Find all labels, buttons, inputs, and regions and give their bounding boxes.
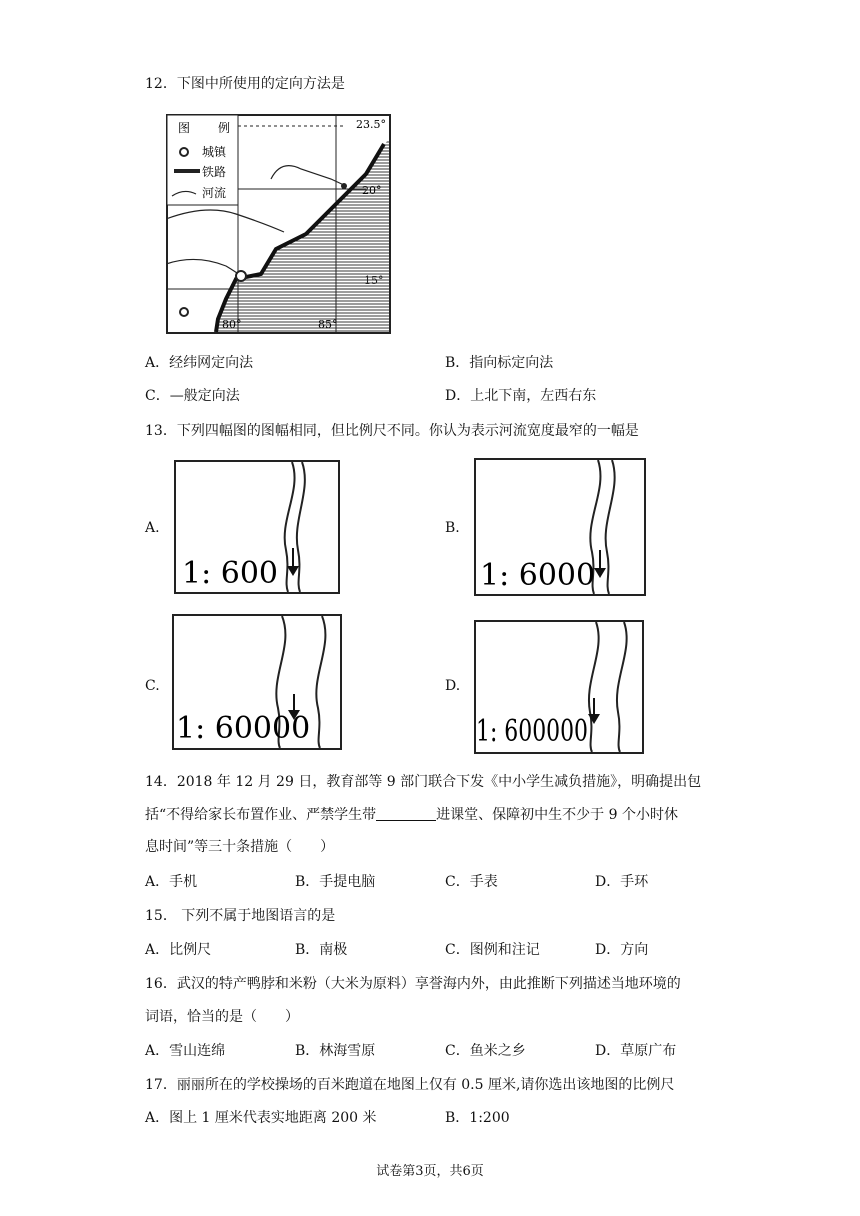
answer-blank[interactable]: [376, 806, 436, 821]
q13-map-c[interactable]: [172, 614, 342, 750]
q13-map-d[interactable]: [474, 620, 644, 754]
q15-stem: 15． 下列不属于地图语言的是: [145, 908, 336, 924]
q13-option-c-label[interactable]: C.: [145, 678, 160, 694]
scale-label-c: 1: 60000: [176, 711, 311, 746]
q16-option-b[interactable]: B．林海雪原: [295, 1043, 376, 1059]
q14-line2-post: 进课堂、保障初中生不少于 9 个小时休: [436, 807, 678, 823]
q13-option-a-label[interactable]: A.: [145, 520, 160, 536]
lon-label-80: 80°: [222, 318, 242, 331]
scale-label-b: 1: 6000: [480, 558, 596, 593]
q14-line3: 息时间”等三十条措施（ ）: [145, 839, 335, 855]
legend-title-left: 图: [178, 121, 191, 135]
q15-option-b[interactable]: B．南极: [295, 942, 348, 958]
q16-option-a[interactable]: A．雪山连绵: [145, 1043, 226, 1059]
q14-option-c[interactable]: C．手表: [445, 874, 498, 890]
q14-option-b[interactable]: B．手提电脑: [295, 874, 376, 890]
town-marker: [236, 271, 246, 281]
q12-map-figure: [166, 114, 392, 336]
q14-line2-pre: 括“不得给家长布置作业、严禁学生带: [145, 807, 377, 823]
scale-label-d: 1: 600000: [476, 714, 588, 749]
legend-railway: 铁路: [202, 165, 227, 179]
q16-option-c[interactable]: C．鱼米之乡: [445, 1043, 526, 1059]
town-marker: [341, 183, 347, 189]
q13-option-d-label[interactable]: D.: [445, 678, 461, 694]
lat-label-20: 20°: [362, 184, 382, 197]
lat-label-15: 15°: [364, 274, 384, 287]
q12-option-d[interactable]: D．上北下南，左西右东: [445, 388, 597, 404]
q17-option-b[interactable]: B．1:200: [445, 1110, 510, 1126]
q17-option-a[interactable]: A．图上 1 厘米代表实地距离 200 米: [145, 1110, 377, 1126]
legend-title-right: 例: [218, 121, 231, 135]
q14-option-a[interactable]: A．手机: [145, 874, 198, 890]
q12-option-c[interactable]: C．—般定向法: [145, 388, 240, 404]
legend-town: 城镇: [202, 145, 227, 159]
q13-option-b-label[interactable]: B.: [445, 520, 460, 536]
q13-stem: 13．下列四幅图的图幅相同，但比例尺不同。你认为表示河流宽度最窄的一幅是: [145, 423, 639, 439]
lon-label-85: 85°: [318, 318, 338, 331]
q15-option-d[interactable]: D．方向: [595, 942, 649, 958]
page-footer: 试卷第3页，共6页: [376, 1164, 484, 1179]
q13-map-a[interactable]: [174, 460, 340, 594]
lat-label-23: 23.5°: [356, 118, 386, 131]
q12-option-b[interactable]: B．指向标定向法: [445, 355, 554, 371]
railway-icon: [174, 169, 200, 173]
q16-line1: 16．武汉的特产鸭脖和米粉（大米为原料）享誉海内外，由此推断下列描述当地环境的: [145, 976, 681, 992]
q14-line1: 14．2018 年 12 月 29 日，教育部等 9 部门联合下发《中小学生减负措施》，明确提出包: [145, 774, 702, 790]
q12-option-a[interactable]: A．经纬网定向法: [145, 355, 254, 371]
q16-option-d[interactable]: D．草原广布: [595, 1043, 677, 1059]
legend-river: 河流: [202, 186, 227, 200]
q14-option-d[interactable]: D．手环: [595, 874, 649, 890]
q17-stem: 17．丽丽所在的学校操场的百米跑道在地图上仅有 0.5 厘米,请你选出该地图的比例尺: [145, 1077, 675, 1093]
q13-map-b[interactable]: [474, 458, 646, 596]
q16-line2: 词语，恰当的是（ ）: [145, 1009, 299, 1025]
q15-option-a[interactable]: A．比例尺: [145, 942, 212, 958]
q12-stem: 12．下图中所使用的定向方法是: [145, 76, 345, 92]
q15-option-c[interactable]: C．图例和注记: [445, 942, 540, 958]
q14-line2: [145, 805, 678, 825]
scale-label-a: 1: 600: [182, 556, 278, 591]
